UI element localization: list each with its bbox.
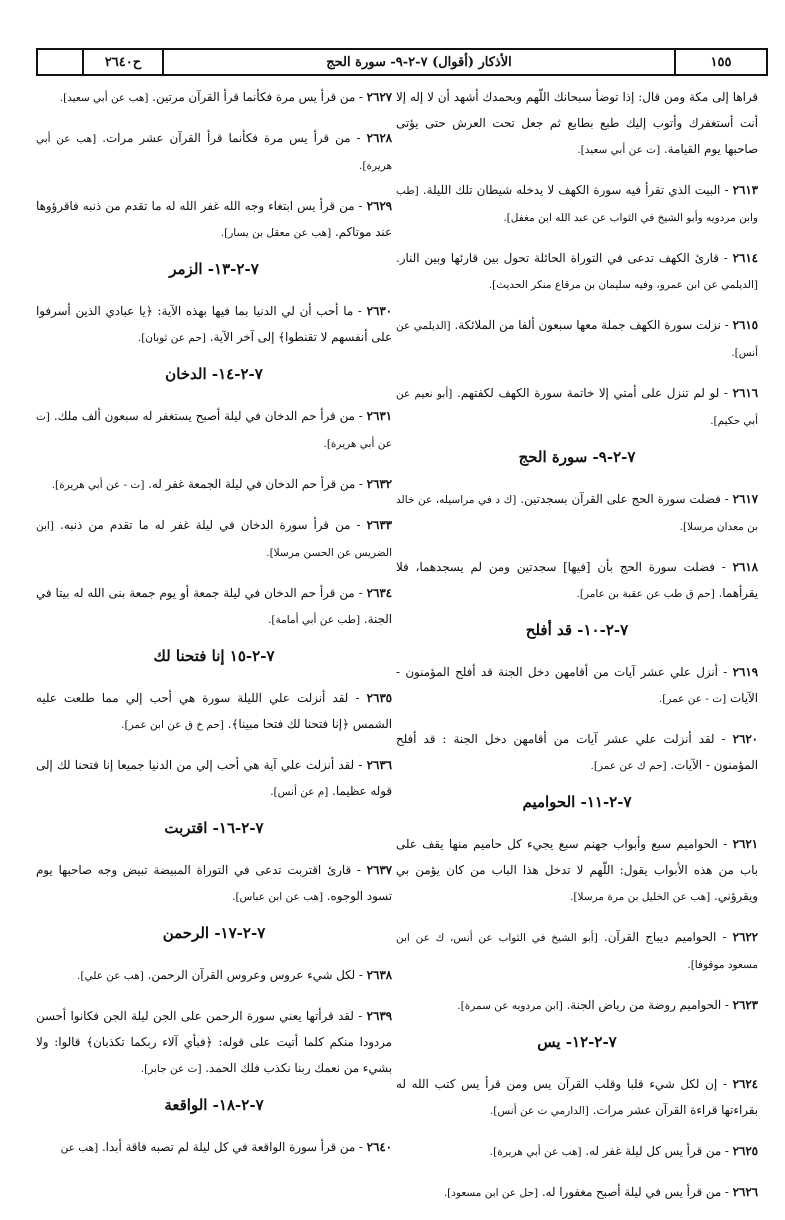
page-number: ١٥٥ <box>674 50 766 74</box>
hadith-text: - من قرأ سورة الواقعة في كل ليلة لم تصبه فاقة أبدا. <box>101 1140 363 1154</box>
hadith-number: ٢٦١٥ <box>732 318 759 332</box>
hadith-entry <box>36 84 392 111</box>
hadith-text: - فضلت سورة الحج بأن [فيها] سجدتين ومن لم يسجدهما، فلا يقرأهما. <box>396 560 758 600</box>
hadith-entry <box>36 962 392 989</box>
hadith-number: ٢٦١٩ <box>732 665 759 679</box>
hadith-source: [ت - عن أبي هريرة]. <box>51 479 145 491</box>
hadith-text: - لقد أنزلت علي آية هي أحب إلي من الدنيا جميعا إنا فتحنا لك إلى قوله عظيما. <box>36 758 392 798</box>
hadith-number: ٢٦١٨ <box>732 560 758 574</box>
hadith-number: ٢٦١٤ <box>732 251 759 265</box>
left-column <box>36 84 392 1175</box>
hadith-text: - الحواميم روضة من رياض الجنة. <box>566 998 729 1012</box>
hadith-text: - لقد قرأتها يعني سورة الرحمن على الجن ليلة الجن فكانوا أحسن مردودا منكم كلما أتيت على قوله: ﴿فبأي آلاء ربكما تكذبان﴾ قالوا: ولا بشيء من نعمك ربنا نكذب فلك الحمد. <box>36 1009 392 1075</box>
section-heading: ٧-٢-١٨- الواقعة <box>164 1096 264 1114</box>
hadith-source: [حم عن ثوبان]. <box>137 332 206 344</box>
hadith-entry <box>36 403 392 457</box>
hadith-entry <box>36 752 392 805</box>
hadith-source: [هب عن الخليل بن مرة مرسلا]. <box>570 891 711 903</box>
hadith-number: ٢٦٢٢ <box>732 930 759 944</box>
hadith-source: [الدارمي ت عن أنس]. <box>489 1105 589 1117</box>
hadith-entry <box>396 554 758 607</box>
hadith-entry <box>36 471 392 498</box>
hadith-number: ٢٦٢٠ <box>732 732 758 746</box>
hadith-source: [ابن مردويه عن سمرة]. <box>457 1000 563 1012</box>
hadith-source: [الديلمي عن ابن عمرو، وفيه سليمان بن مرقاع منكر الحديث]. <box>488 279 758 291</box>
section-heading: ٧-٢-١٤- الدخان <box>165 365 263 383</box>
section-heading: ٧-٢-١٥ إنا فتحنا لك <box>153 647 275 665</box>
hadith-source: [هب عن علي]. <box>77 970 144 982</box>
hadith-entry <box>396 84 758 163</box>
hadith-entry <box>396 312 758 366</box>
hadith-text: - فضلت سورة الحج على القرآن بسجدتين. <box>520 492 729 506</box>
hadith-text: قراها إلى مكة ومن قال: إذا توضأ سبحانك اللّهم وبحمدك أشهد أن لا إله إلا أنت أستغفرك وأتوب إليك طبع بطابع ثم جعل تحت العرش حتى يؤتى صاحبها يوم القيامة. <box>396 90 758 156</box>
hadith-number: ٢٦٣٩ <box>366 1009 393 1023</box>
header-blank-cell <box>38 50 84 74</box>
hadith-number: ٢٦٣٤ <box>366 586 392 600</box>
hadith-entry <box>396 659 758 712</box>
hadith-source: [حل عن ابن مسعود]. <box>443 1187 539 1199</box>
hadith-text: - ما أحب أن لي الدنيا بما فيها بهذه الآية: ﴿يا عبادي الذين أسرفوا على أنفسهم لا تقنطوا﴾ إلى آخر الآية. <box>36 304 392 344</box>
hadith-source: [هب عن <box>60 1142 99 1154</box>
section-heading: ٧-٢-١٠- قد أفلح <box>525 621 629 639</box>
hadith-text: - من قرأ سورة الدخان في ليلة غفر له ما تقدم من ذنبه. <box>60 518 361 532</box>
hadith-text: - من قرأ حم الدخان في ليلة الجمعة غفر له. <box>148 477 363 491</box>
hadith-source: [ت عن أبي سعيد]. <box>577 144 661 156</box>
hadith-entry <box>396 245 758 298</box>
hadith-entry <box>36 580 392 633</box>
hadith-entry <box>396 1138 758 1165</box>
hadith-number: ٢٦٢٤ <box>732 1077 759 1091</box>
hadith-text: - من قرأ يس مرة فكأنما قرأ القرآن عشر مرات. <box>102 131 361 145</box>
hadith-source: [هب عن أبي هريرة]. <box>36 133 392 172</box>
running-title: الأذكار (أقوال) ٧-٢-٩- سورة الحج <box>326 54 512 70</box>
hadith-number: ٢٦٣٠ <box>366 304 393 318</box>
hadith-number: ٢٦١٧ <box>732 492 759 506</box>
running-header <box>36 48 768 76</box>
hadith-source: [ك د في مراسيله، عن خالد بن معدان مرسلا]. <box>396 494 758 533</box>
hadith-text: - من قرأ حم الدخان في ليلة أصبح يستغفر له سبعون ألف ملك. <box>53 409 363 423</box>
hadith-text: - الحواميم ديباج القرآن. <box>604 930 727 944</box>
hadith-number: ٢٦٢٣ <box>732 998 758 1012</box>
hadith-source: [ت - عن عمر]. <box>658 693 727 705</box>
hadith-text: - من قرأ حم الدخان في ليلة جمعة أو يوم جمعة بنى الله له بيتا في الجنة. <box>36 586 392 626</box>
hadith-entry <box>396 831 758 910</box>
hadith-text: - أنزل علي عشر آيات من أقامهن دخل الجنة قد أفلح المؤمنون - الآيات <box>396 665 758 705</box>
hadith-source: [هب عن أبي هريرة]. <box>489 1146 582 1158</box>
hadith-text: - لقد أنزلت علي الليلة سورة هي أحب إلي مما طلعت عليه الشمس ﴿إنا فتحنا لك فتحا مبينا﴾. <box>36 691 392 731</box>
section-heading: ٧-٢-١١- الحواميم <box>522 793 632 811</box>
hadith-number: ٢٦٢٨ <box>366 131 392 145</box>
hadith-entry <box>396 924 758 978</box>
hadith-source: [حم ك عن عمر]. <box>590 760 667 772</box>
section-heading: ٧-٢-١٢- يس <box>537 1033 617 1051</box>
hadith-number: ٢٦١٣ <box>732 183 758 197</box>
hadith-source: [طب عن أبي أمامة]. <box>268 614 361 626</box>
hadith-number: ٢٦١٦ <box>732 386 758 400</box>
hadith-entry <box>396 992 758 1019</box>
hadith-text: - البيت الذي تقرأ فيه سورة الكهف لا يدخله شيطان تلك الليلة. <box>422 183 729 197</box>
hadith-text: - من قرأ يس كل ليلة غفر له. <box>585 1144 729 1158</box>
hadith-text: - لو لم تنزل على أمتي إلا خاتمة سورة الكهف لكفتهم. <box>457 386 728 400</box>
hadith-source: [ت عن أبي هريرة]. <box>36 411 392 450</box>
hadith-text: - لقد أنزلت علي عشر آيات من أقامهن دخل الجنة : قد أفلح المؤمنون - الآيات. <box>396 732 758 772</box>
hadith-entry <box>36 298 392 351</box>
hadith-text: - قارئ اقتربت تدعى في التوراة المبيضة تبيض وجه صاحبها يوم تسود الوجوه. <box>36 863 392 903</box>
section-heading: ٧-٢-١٦- اقتربت <box>164 819 264 837</box>
hadith-number: ٢٦٢٧ <box>366 90 392 104</box>
hadith-entry <box>396 486 758 540</box>
hadith-number: ٢٦٣٦ <box>366 758 392 772</box>
hadith-text: - قارئ الكهف تدعى في التوراة الحائلة تحول بين قارئها وبين النار. <box>396 251 728 265</box>
hadith-source: [أبو الشيخ في الثواب عن أنس، ك عن ابن مسعود موقوفا]. <box>396 932 758 971</box>
hadith-source: [م عن أنس]. <box>270 786 329 798</box>
hadith-source: [ابن الضريس عن الحسن مرسلا]. <box>36 520 392 559</box>
hadith-number: ٢٦٣١ <box>366 409 393 423</box>
hadith-number: ٢٦٢٦ <box>732 1185 758 1199</box>
hadith-text: - نزلت سورة الكهف جملة معها سبعون ألفا من الملائكة. <box>454 318 729 332</box>
hadith-text: - من قرأ يس ابتغاء وجه الله غفر الله له ما تقدم من ذنبه فاقرؤوها عند موتاكم. <box>36 199 392 239</box>
hadith-text: - إن لكل شيء قلبا وقلب القرآن يس ومن قرأ يس كتب الله له بقراءتها قراءة القرآن عشر مرات. <box>396 1077 758 1117</box>
hadith-entry <box>396 1071 758 1124</box>
hadith-entry <box>396 1179 758 1206</box>
right-column <box>396 84 758 1220</box>
hadith-number: ٢٦٣٢ <box>366 477 392 491</box>
hadith-entry <box>36 1003 392 1082</box>
hadith-entry <box>36 685 392 738</box>
hadith-entry <box>36 1134 392 1161</box>
hadith-source: [الديلمي عن أنس]. <box>396 320 758 359</box>
hadith-source: [هب عن ابن عباس]. <box>232 891 324 903</box>
hadith-source: [حم ق طب عن عقبة بن عامر]. <box>576 588 715 600</box>
hadith-source: [هب عن معقل بن يسار]. <box>220 227 332 239</box>
hadith-number: ٢٦٤٠ <box>366 1140 392 1154</box>
hadith-range-code: ح٢٦٤٠ <box>84 50 164 74</box>
hadith-number: ٢٦٢١ <box>732 837 759 851</box>
section-heading: ٧-٢-١٣- الزمر <box>169 260 259 278</box>
hadith-entry <box>36 857 392 910</box>
section-heading: ٧-٢-٩- سورة الحج <box>518 448 636 466</box>
hadith-text: - لكل شيء عروس وعروس القرآن الرحمن. <box>147 968 363 982</box>
hadith-number: ٢٦٣٣ <box>366 518 392 532</box>
hadith-entry <box>36 512 392 566</box>
hadith-number: ٢٦٢٩ <box>366 199 392 213</box>
hadith-number: ٢٦٣٨ <box>366 968 392 982</box>
hadith-number: ٢٦٣٥ <box>366 691 392 705</box>
hadith-source: [أبو نعيم عن أبي حكيم]. <box>396 388 758 427</box>
hadith-entry <box>36 125 392 179</box>
hadith-entry <box>36 193 392 246</box>
hadith-number: ٢٦٢٥ <box>732 1144 758 1158</box>
hadith-text: - من قرأ يس في ليلة أصبح مغفورا له. <box>541 1185 729 1199</box>
hadith-entry <box>396 726 758 779</box>
hadith-entry <box>396 380 758 434</box>
hadith-number: ٢٦٣٧ <box>366 863 392 877</box>
hadith-source: [ت عن جابر]. <box>140 1063 202 1075</box>
hadith-text: - من قرأ يس مرة فكأنما قرأ القرآن مرتين. <box>152 90 363 104</box>
hadith-source: [حم خ ق عن ابن عمر]. <box>121 719 224 731</box>
section-heading: ٧-٢-١٧- الرحمن <box>162 924 266 942</box>
hadith-text: - الحواميم سبع وأبواب جهنم سبع يجيء كل حاميم منها يقف على باب من هذه الأبواب يقول: اللّهم لا تدخل هذا الباب من كان يؤمن بي ويقرؤني. <box>396 837 758 903</box>
hadith-entry <box>396 177 758 231</box>
hadith-source: [هب عن أبي سعيد]. <box>59 92 149 104</box>
hadith-source: [طب وابن مردويه وأبو الشيخ في الثواب عن عبد الله ابن مغفل]. <box>396 185 758 224</box>
